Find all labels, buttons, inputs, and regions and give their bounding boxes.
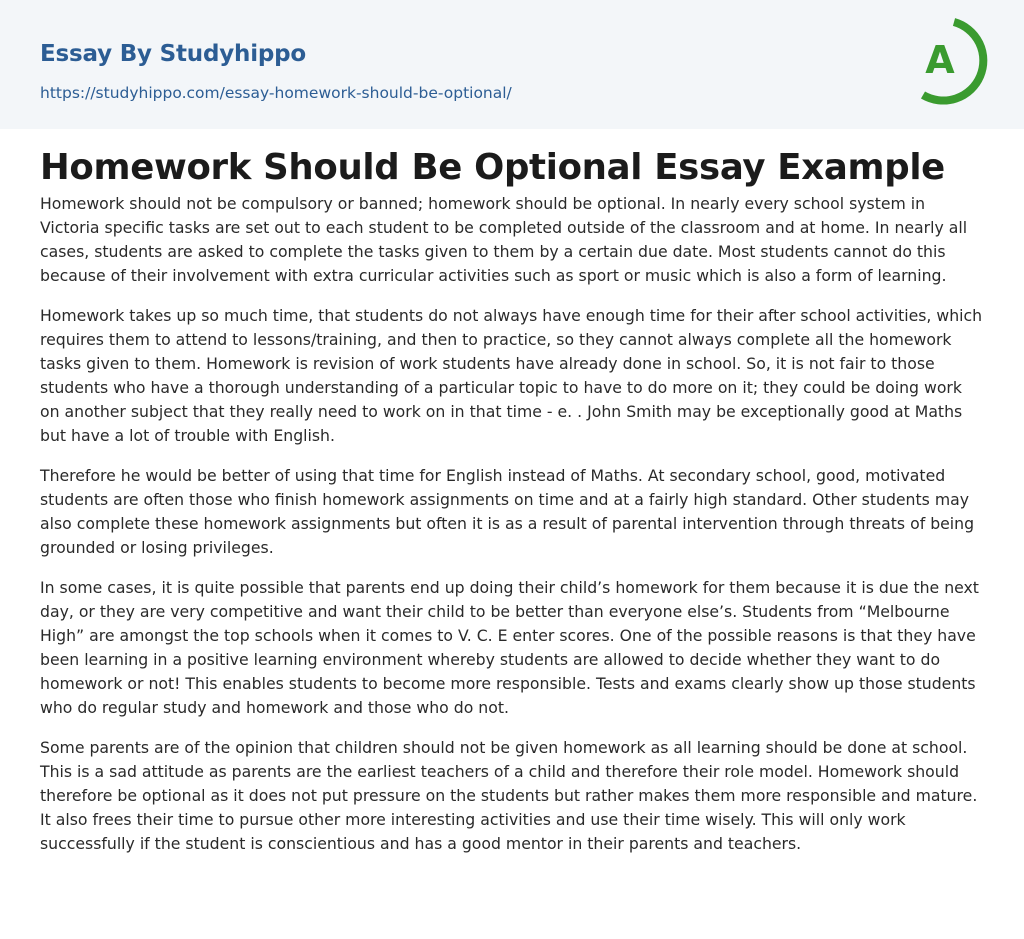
page-title: Homework Should Be Optional Essay Example (40, 147, 945, 188)
studyhippo-logo-icon[interactable] (910, 17, 990, 107)
paragraph-2: Homework takes up so much time, that students do not always have enough time for their after school activities, which requires them to attend to lessons/training, and then to practice, so they cannot always complete all the homework tasks given to them. Homework is revision of work students have already done in school. So, it is not fair to those students who have a thorough understanding of a particular topic to have to do more on it; they could be doing work on another subject that they really need to work on in that time - e. . John Smith may be exceptionally good at Maths but have a lot of trouble with English. (40, 306, 983, 445)
page-url-link[interactable]: https://studyhippo.com/essay-homework-should-be-optional/ (40, 84, 512, 102)
paragraph-3: Therefore he would be better of using that time for English instead of Maths. At secondary school, good, motivated students are often those who finish homework assignments on time and at a fairly high standard. Other students may also complete these homework assignments but often it is as a result of parental intervention through threats of being grounded or losing privileges. (40, 466, 975, 557)
site-header (0, 0, 1024, 129)
paragraph-4: In some cases, it is quite possible that parents end up doing their child’s homework for them because it is due the next day, or they are very competitive and want their child to be better than everyone else’s. Students from “Melbourne High” are amongst the top schools when it comes to V. C. E enter scores. One of the possible reasons is that they have been learning in a positive learning environment whereby students are allowed to decide whether they want to do homework or not! This enables students to become more responsible. Tests and exams clearly show up those students who do regular study and homework and those who do not. (40, 578, 979, 717)
article-body (0, 129, 1024, 856)
paragraph-5: Some parents are of the opinion that children should not be given homework as all learning should be done at school. This is a sad attitude as parents are the earliest teachers of a child and therefore their role model. Homework should therefore be optional as it does not put pressure on the students but rather makes them more responsible and mature. It also frees their time to pursue other more interesting activities and use their time wisely. This will only work successfully if the student is conscientious and has a good mentor in their parents and teachers. (40, 738, 978, 853)
brand-title[interactable]: Essay By Studyhippo (40, 41, 307, 67)
logo-letter: A (925, 38, 955, 82)
paragraph-1: Homework should not be compulsory or banned; homework should be optional. In nearly every school system in Victoria specific tasks are set out to each student to be completed outside of the classroom and at home. In nearly all cases, students are asked to complete the tasks given to them by a certain due date. Most students cannot do this because of their involvement with extra curricular activities such as sport or music which is also a form of learning. (40, 194, 968, 285)
